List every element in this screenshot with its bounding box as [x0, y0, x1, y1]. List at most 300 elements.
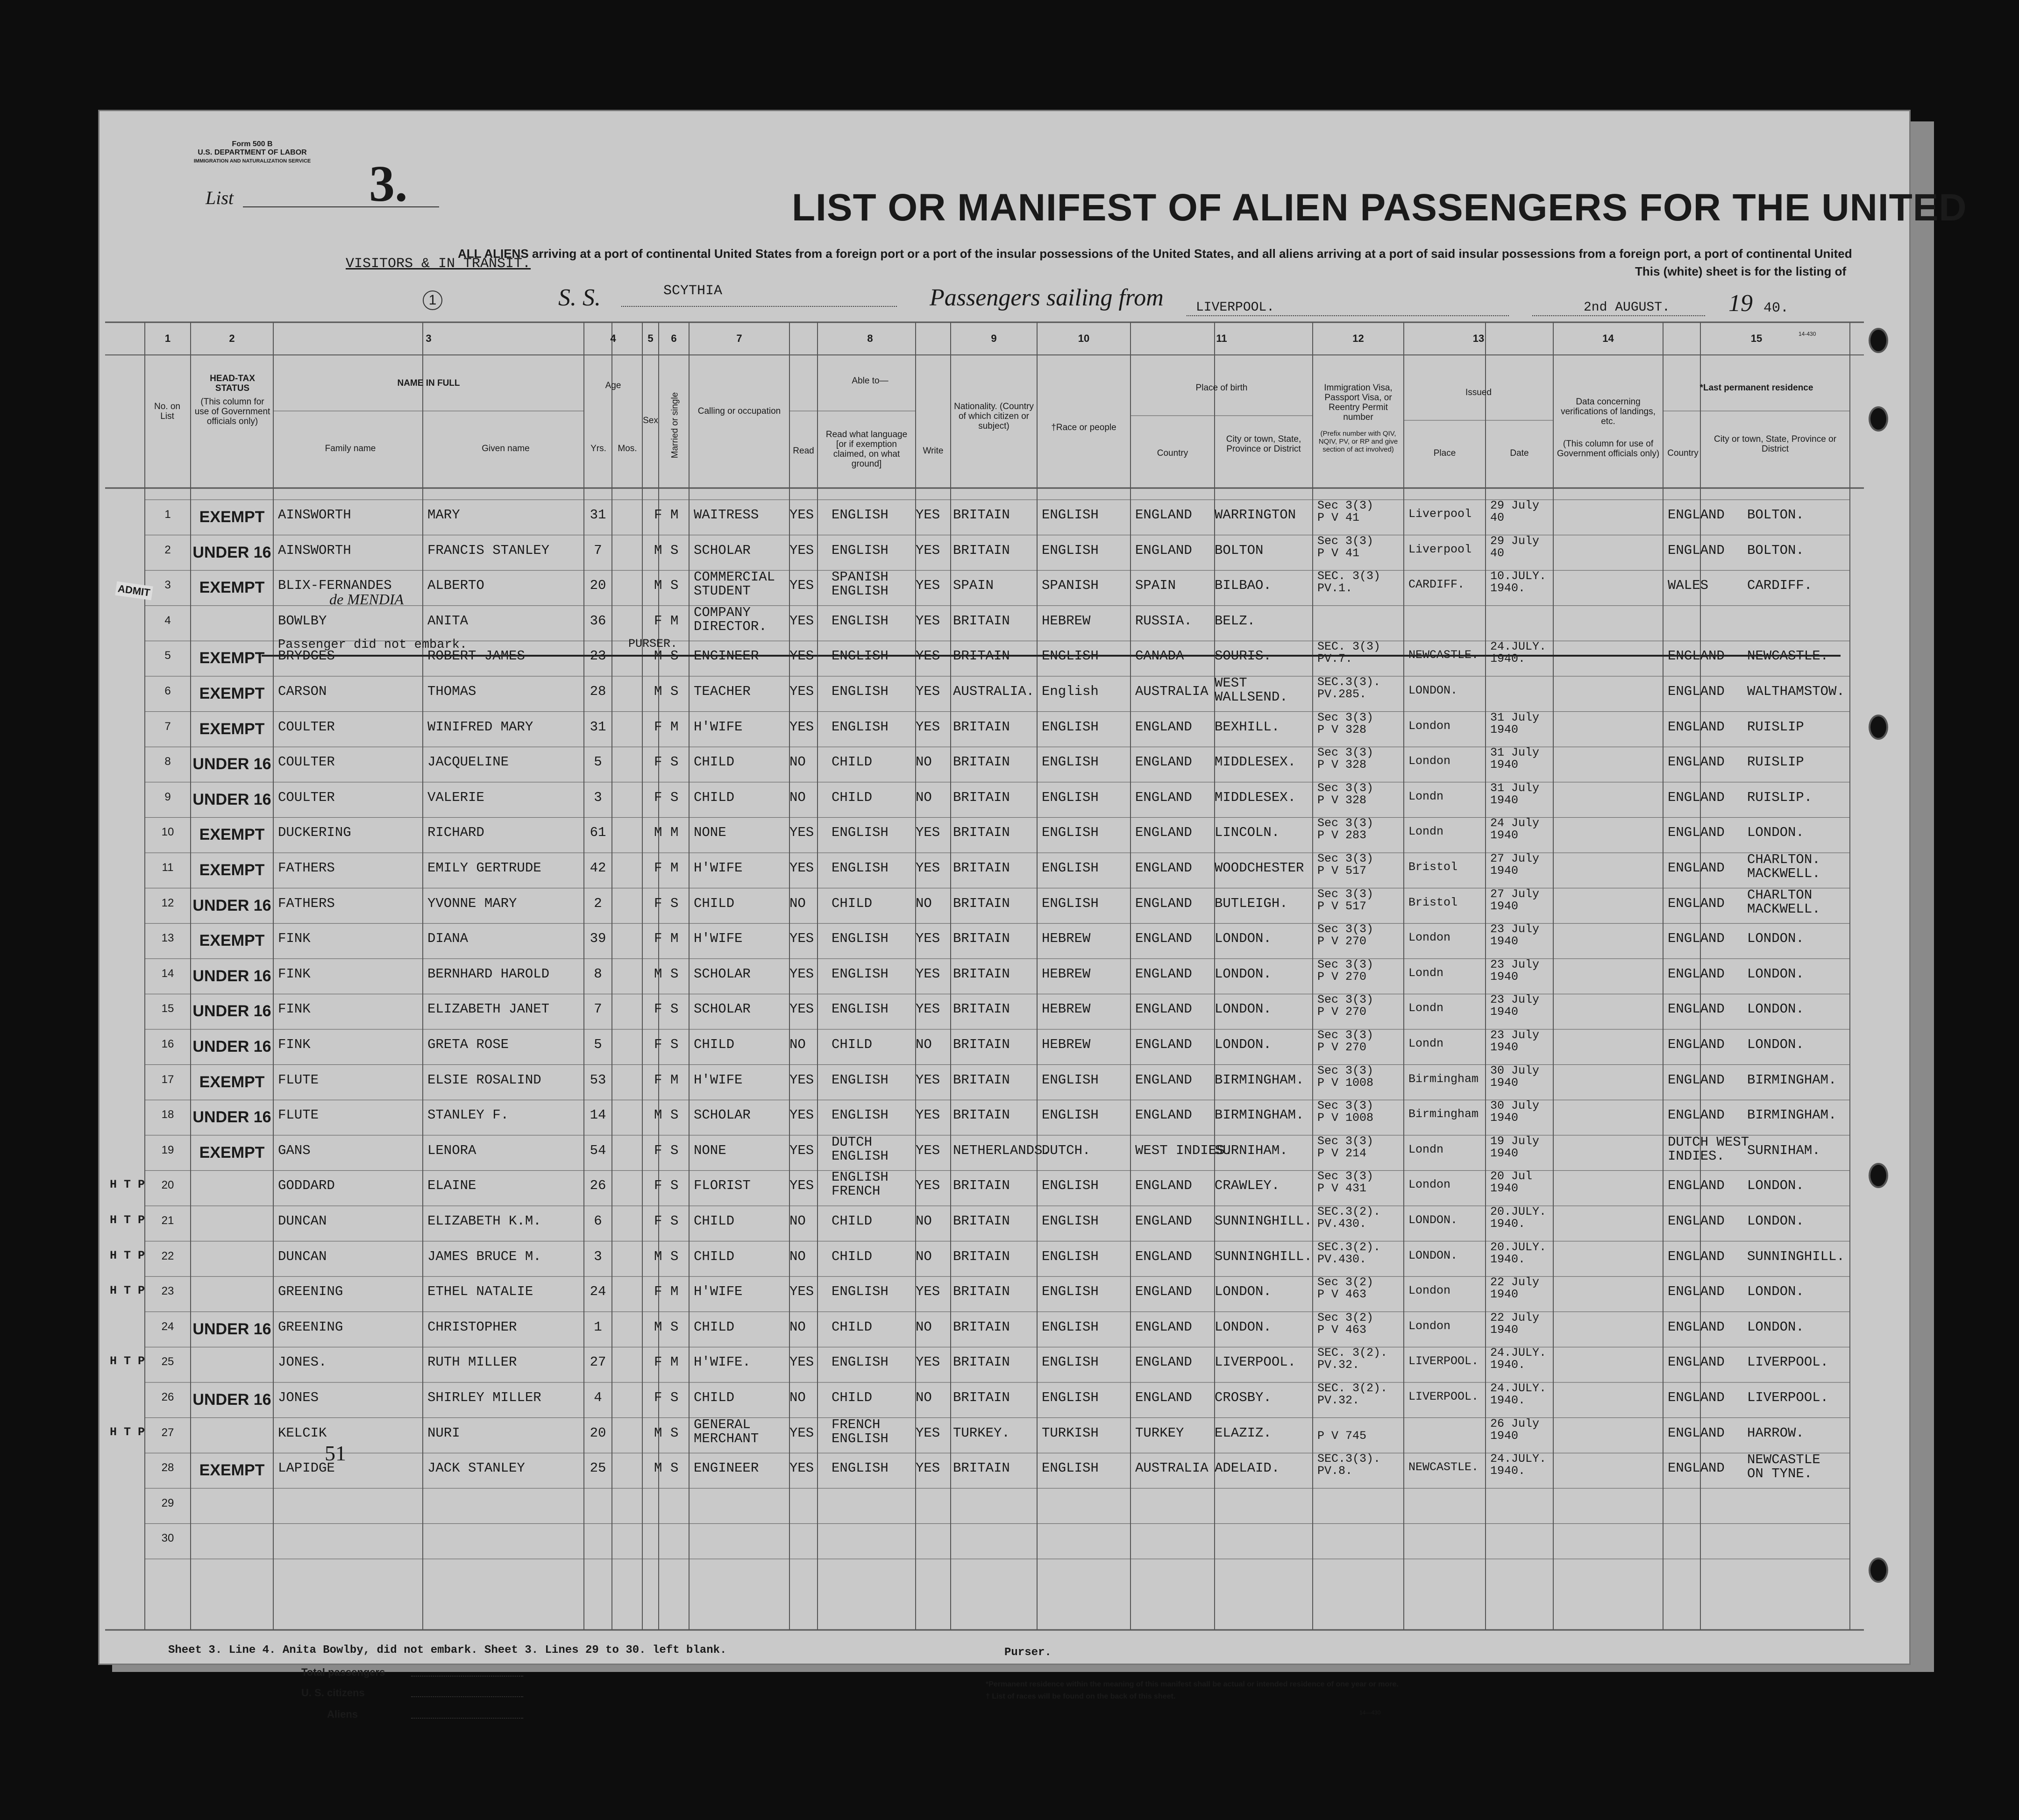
- cell-sex: F: [654, 895, 662, 911]
- cell-write: YES: [916, 966, 940, 982]
- cell-yrs: 5: [594, 1037, 602, 1052]
- cell-status: EXEMPT: [199, 932, 265, 950]
- cell-idate: 20.JULY. 1940.: [1490, 1205, 1547, 1231]
- cell-idate: 10.JULY. 1940.: [1490, 569, 1547, 595]
- cell-idate: 24.JULY. 1940.: [1490, 1381, 1547, 1407]
- cell-idate: 23 July 1940: [1490, 1028, 1540, 1054]
- cell-occ: CHILD: [694, 895, 735, 911]
- cell-lang: ENGLISH: [832, 648, 889, 664]
- cell-sex: F: [654, 1178, 662, 1194]
- us-citizens: U. S. citizens: [301, 1687, 365, 1699]
- cell-visa: Sec 3(3) P V 328: [1317, 781, 1374, 807]
- cell-idate: 23 July 1940: [1490, 957, 1540, 984]
- cell-ms: S: [670, 1248, 679, 1264]
- cell-rcountry: ENGLAND: [1668, 542, 1725, 558]
- cell-given: FRANCIS STANLEY: [427, 542, 550, 558]
- cell-rcountry: ENGLAND: [1668, 1213, 1725, 1229]
- category: VISITORS & IN TRANSIT.: [346, 256, 531, 272]
- column-number: 14: [1602, 333, 1614, 344]
- cell-lang: CHILD: [832, 1037, 873, 1052]
- cell-bcountry: CANADA: [1135, 648, 1184, 664]
- cell-bcity: CRAWLEY.: [1215, 1178, 1280, 1194]
- cell-bcountry: ENGLAND: [1135, 895, 1192, 911]
- cell-no: 14: [161, 967, 174, 980]
- cell-bcity: WEST WALLSEND.: [1215, 675, 1288, 705]
- cell-no: 12: [161, 896, 174, 909]
- cell-ms: S: [670, 1460, 679, 1476]
- cell-family: JONES: [278, 1390, 319, 1405]
- column-number: 9: [991, 333, 997, 344]
- cell-race: SPANISH: [1042, 578, 1099, 594]
- punch-hole: [1869, 406, 1888, 432]
- cell-read: YES: [789, 648, 814, 664]
- cell-write: YES: [916, 860, 940, 876]
- cell-no: 27: [161, 1426, 174, 1439]
- cell-occ: COMMERCIAL STUDENT: [694, 569, 775, 599]
- header-married: Married or single: [670, 392, 680, 459]
- cell-bcity: LONDON.: [1215, 1037, 1272, 1052]
- cell-family: DUNCAN: [278, 1248, 327, 1264]
- cell-family: GODDARD: [278, 1178, 335, 1194]
- cell-sex: M: [654, 1319, 662, 1335]
- cell-visa: Sec 3(3) P V 328: [1317, 746, 1374, 772]
- cell-race: ENGLISH: [1042, 1284, 1099, 1300]
- cell-nat: BRITAIN: [953, 1319, 1010, 1335]
- column-number: 15: [1750, 333, 1763, 344]
- cell-sex: F: [654, 1284, 662, 1300]
- cell-nat: BRITAIN: [953, 754, 1010, 770]
- column-number: 8: [867, 333, 873, 344]
- header-family-name: Family name: [325, 444, 376, 453]
- cell-read: NO: [789, 1390, 806, 1405]
- cell-race: ENGLISH: [1042, 860, 1099, 876]
- cell-lang: CHILD: [832, 1319, 873, 1335]
- form-code: 14-430: [1799, 331, 1816, 337]
- cell-bcountry: ENGLAND: [1135, 1390, 1192, 1405]
- cell-no: 26: [161, 1391, 174, 1403]
- cell-family: GREENING: [278, 1284, 343, 1300]
- cell-no: 25: [161, 1355, 174, 1368]
- cell-race: English: [1042, 684, 1099, 699]
- cell-bcountry: ENGLAND: [1135, 507, 1192, 523]
- cell-given: GRETA ROSE: [427, 1037, 509, 1052]
- cell-family: COULTER: [278, 789, 335, 805]
- cell-write: YES: [916, 1425, 940, 1441]
- cell-status: EXEMPT: [199, 649, 265, 667]
- cell-rcountry: WALES: [1668, 578, 1709, 594]
- cell-race: ENGLISH: [1042, 1107, 1099, 1123]
- cell-no: 23: [161, 1285, 174, 1298]
- cell-no: 5: [164, 649, 171, 662]
- cell-write: NO: [916, 895, 932, 911]
- cell-rcountry: ENGLAND: [1668, 1107, 1725, 1123]
- cell-status: UNDER 16: [192, 1108, 271, 1126]
- cell-status: UNDER 16: [192, 1038, 271, 1055]
- cell-bcountry: RUSSIA.: [1135, 613, 1192, 629]
- header-age: Age: [605, 381, 621, 390]
- cell-yrs: 31: [590, 719, 606, 735]
- cell-visa: Sec 3(2) P V 463: [1317, 1310, 1374, 1337]
- cell-bcity: BIRMINGHAM.: [1215, 1107, 1304, 1123]
- cell-sex: F: [654, 613, 662, 629]
- purser-label: Purser.: [1004, 1646, 1052, 1659]
- cell-family: DUNCAN: [278, 1213, 327, 1229]
- margin-51: 51: [325, 1441, 346, 1465]
- cell-bcountry: ENGLAND: [1135, 1178, 1192, 1194]
- cell-iplace: Londn: [1408, 966, 1444, 980]
- cell-read: YES: [789, 542, 814, 558]
- cell-occ: SCHOLAR: [694, 542, 751, 558]
- cell-family: DUCKERING: [278, 825, 351, 841]
- cell-write: YES: [916, 1001, 940, 1017]
- cell-rcountry: ENGLAND: [1668, 825, 1725, 841]
- cell-nat: BRITAIN: [953, 1390, 1010, 1405]
- column-number: 6: [671, 333, 677, 344]
- cell-bcity: WOODCHESTER: [1215, 860, 1304, 876]
- cell-given: RUTH MILLER: [427, 1354, 517, 1370]
- cell-yrs: 31: [590, 507, 606, 523]
- cell-rcity: LONDON.: [1747, 966, 1804, 982]
- column-number: 4: [610, 333, 616, 344]
- department: U.S. DEPARTMENT OF LABOR: [198, 149, 307, 156]
- cell-rcity: LONDON.: [1747, 825, 1804, 841]
- cell-visa: SEC.3(2). PV.430.: [1317, 1205, 1381, 1231]
- cell-bcity: SUNNINGHILL.: [1215, 1213, 1312, 1229]
- cell-family: KELCIK: [278, 1425, 327, 1441]
- cell-write: YES: [916, 1284, 940, 1300]
- cell-lang: ENGLISH: [832, 1284, 889, 1300]
- cell-occ: CHILD: [694, 789, 735, 805]
- footnote-2: † List of races will be found on the back of this sheet.: [986, 1693, 1176, 1700]
- cell-idate: 31 July 1940: [1490, 781, 1540, 807]
- ship-name: SCYTHIA: [663, 283, 723, 299]
- cell-no: 30: [161, 1532, 174, 1545]
- cell-rcountry: ENGLAND: [1668, 860, 1725, 876]
- cell-visa: Sec 3(3) P V 328: [1317, 710, 1374, 736]
- cell-read: NO: [789, 895, 806, 911]
- cell-ms: S: [670, 1037, 679, 1052]
- cell-bcity: LINCOLN.: [1215, 825, 1280, 841]
- header-no-on-list: No. on List: [154, 402, 180, 421]
- cell-rcity: CARDIFF.: [1747, 578, 1813, 594]
- cell-occ: ENGINEER: [694, 1460, 759, 1476]
- cell-ms: M: [670, 719, 679, 735]
- footnote-1: *Permanent residence within the meaning of this manifest shall be actual or intended residence of one year or more.: [986, 1680, 1399, 1688]
- cell-no: 29: [161, 1496, 174, 1509]
- cell-sex: F: [654, 860, 662, 876]
- header-read-language: Read what language [or if exemption claimed, on what ground]: [825, 430, 908, 469]
- cell-no: 11: [162, 861, 174, 874]
- htp-mark: H T P: [110, 1213, 145, 1227]
- cell-family: COULTER: [278, 754, 335, 770]
- cell-race: ENGLISH: [1042, 719, 1099, 735]
- cell-lang: CHILD: [832, 895, 873, 911]
- cell-rcity: LONDON.: [1747, 931, 1804, 947]
- cell-bcity: LONDON.: [1215, 1284, 1272, 1300]
- cell-yrs: 4: [594, 1390, 602, 1405]
- cell-write: YES: [916, 1072, 940, 1088]
- cell-family: CARSON: [278, 684, 327, 699]
- cell-idate: 31 July 1940: [1490, 746, 1540, 772]
- cell-no: 18: [161, 1108, 174, 1121]
- cell-given: ELAINE: [427, 1178, 476, 1194]
- cell-yrs: 14: [590, 1107, 606, 1123]
- cell-sex: M: [654, 1107, 662, 1123]
- cell-family: FLUTE: [278, 1072, 319, 1088]
- cell-nat: BRITAIN: [953, 789, 1010, 805]
- cell-nat: AUSTRALIA.: [953, 684, 1035, 699]
- cell-no: 8: [164, 755, 171, 768]
- cell-read: YES: [789, 931, 814, 947]
- cell-bcity: LIVERPOOL.: [1215, 1354, 1296, 1370]
- list-label: List: [206, 187, 234, 208]
- punch-hole: [1869, 1163, 1888, 1188]
- cell-occ: WAITRESS: [694, 507, 759, 523]
- cell-write: YES: [916, 1178, 940, 1194]
- column-number: 12: [1352, 333, 1364, 344]
- cell-occ: H'WIFE: [694, 1284, 743, 1300]
- cell-no: 3: [164, 579, 171, 592]
- cell-read: YES: [789, 1142, 814, 1158]
- cell-occ: CHILD: [694, 1248, 735, 1264]
- cell-ms: M: [670, 1072, 679, 1088]
- cell-yrs: 7: [594, 542, 602, 558]
- cell-sex: M: [654, 1425, 662, 1441]
- cell-read: NO: [789, 789, 806, 805]
- cell-occ: SCHOLAR: [694, 1001, 751, 1017]
- cell-bcity: BOLTON: [1215, 542, 1264, 558]
- cell-rcountry: ENGLAND: [1668, 1284, 1725, 1300]
- cell-write: YES: [916, 648, 940, 664]
- cell-read: YES: [789, 1425, 814, 1441]
- cell-nat: BRITAIN: [953, 895, 1010, 911]
- cell-bcountry: ENGLAND: [1135, 966, 1192, 982]
- cell-bcity: MIDDLESEX.: [1215, 754, 1296, 770]
- cell-ms: M: [670, 613, 679, 629]
- cell-idate: 30 July 1940: [1490, 1063, 1540, 1090]
- cell-iplace: NEWCASTLE.: [1408, 648, 1479, 662]
- cell-yrs: 20: [590, 578, 606, 594]
- header-place-of-birth: Place of birth: [1195, 383, 1248, 393]
- cell-race: ENGLISH: [1042, 1319, 1099, 1335]
- cell-bcity: ELAZIZ.: [1215, 1425, 1272, 1441]
- cell-occ: COMPANY DIRECTOR.: [694, 604, 767, 634]
- cell-idate: 29 July 40: [1490, 534, 1540, 560]
- punch-hole: [1869, 1558, 1888, 1583]
- cell-lang: ENGLISH: [832, 684, 889, 699]
- cell-write: NO: [916, 754, 932, 770]
- cell-given: DIANA: [427, 931, 469, 947]
- cell-write: NO: [916, 1248, 932, 1264]
- cell-nat: BRITAIN: [953, 966, 1010, 982]
- cell-family: GREENING: [278, 1319, 343, 1335]
- cell-sex: F: [654, 1354, 662, 1370]
- cell-family: GANS: [278, 1142, 311, 1158]
- bottom-code: 14—430: [1359, 1709, 1381, 1716]
- cell-idate: 31 July 1940: [1490, 710, 1540, 736]
- cell-occ: FLORIST: [694, 1178, 751, 1194]
- service: IMMIGRATION AND NATURALIZATION SERVICE: [193, 158, 311, 164]
- cell-write: NO: [916, 1037, 932, 1052]
- cell-bcountry: ENGLAND: [1135, 825, 1192, 841]
- cell-write: YES: [916, 825, 940, 841]
- punch-hole: [1869, 328, 1888, 353]
- cell-rcountry: ENGLAND: [1668, 895, 1725, 911]
- cell-bcountry: ENGLAND: [1135, 1284, 1192, 1300]
- cell-race: HEBREW: [1042, 966, 1091, 982]
- cell-nat: SPAIN: [953, 578, 994, 594]
- cell-given: JACQUELINE: [427, 754, 509, 770]
- cell-occ: H'WIFE: [694, 931, 743, 947]
- cell-bcountry: AUSTRALIA: [1135, 1460, 1209, 1476]
- cell-read: YES: [789, 1072, 814, 1088]
- cell-sex: F: [654, 719, 662, 735]
- cell-visa: SEC. 3(2). PV.32.: [1317, 1346, 1388, 1372]
- cell-iplace: LONDON.: [1408, 1213, 1458, 1227]
- header-birth-country: Country: [1157, 448, 1188, 458]
- total-passengers: Total passengers: [301, 1666, 385, 1678]
- row4-purser: PURSER.: [628, 637, 678, 651]
- cell-nat: BRITAIN: [953, 542, 1010, 558]
- cell-ms: M: [670, 1284, 679, 1300]
- cell-visa: Sec 3(3) P V 41: [1317, 534, 1374, 560]
- cell-rcity: CHARLTON. MACKWELL.: [1747, 852, 1820, 881]
- cell-lang: FRENCH ENGLISH: [832, 1416, 889, 1446]
- cell-yrs: 61: [590, 825, 606, 841]
- cell-family: FINK: [278, 966, 311, 982]
- cell-no: 28: [161, 1461, 174, 1474]
- cell-yrs: 5: [594, 754, 602, 770]
- cell-rcity: LONDON.: [1747, 1001, 1804, 1017]
- cell-occ: CHILD: [694, 1319, 735, 1335]
- cell-sex: M: [654, 1248, 662, 1264]
- cell-lang: CHILD: [832, 789, 873, 805]
- cell-ms: M: [670, 507, 679, 523]
- cell-yrs: 3: [594, 1248, 602, 1264]
- cell-iplace: London: [1408, 1284, 1451, 1298]
- cell-family: LAPIDGE: [278, 1460, 335, 1476]
- cell-nat: TURKEY.: [953, 1425, 1010, 1441]
- cell-yrs: 39: [590, 931, 606, 947]
- cell-ms: M: [670, 1354, 679, 1370]
- cell-visa: Sec 3(3) P V 1008: [1317, 1099, 1374, 1125]
- cell-bcountry: ENGLAND: [1135, 1072, 1192, 1088]
- cell-bcity: LONDON.: [1215, 1319, 1272, 1335]
- cell-yrs: 7: [594, 1001, 602, 1017]
- cell-lang: ENGLISH: [832, 1001, 889, 1017]
- header-name-in-full: NAME IN FULL: [397, 378, 460, 388]
- column-number: 13: [1472, 333, 1485, 344]
- cell-read: NO: [789, 1213, 806, 1229]
- year-suffix: 40.: [1763, 300, 1789, 316]
- header-head-tax: HEAD-TAX STATUS: [210, 374, 255, 393]
- cell-lang: CHILD: [832, 754, 873, 770]
- cell-bcountry: AUSTRALIA: [1135, 684, 1209, 699]
- cell-rcountry: ENGLAND: [1668, 1390, 1725, 1405]
- cell-given: VALERIE: [427, 789, 484, 805]
- header-yrs: Yrs.: [590, 444, 606, 453]
- cell-read: YES: [789, 1178, 814, 1194]
- cell-bcountry: ENGLAND: [1135, 860, 1192, 876]
- cell-sex: F: [654, 1390, 662, 1405]
- cell-given: MARY: [427, 507, 460, 523]
- column-number: 11: [1216, 333, 1227, 344]
- cell-bcountry: ENGLAND: [1135, 719, 1192, 735]
- cell-bcountry: ENGLAND: [1135, 1319, 1192, 1335]
- cell-race: HEBREW: [1042, 613, 1091, 629]
- cell-read: YES: [789, 825, 814, 841]
- cell-race: ENGLISH: [1042, 825, 1099, 841]
- cell-family: BRYDGES: [278, 648, 335, 664]
- column-number: 7: [736, 333, 742, 344]
- year-prefix: 19: [1728, 290, 1753, 317]
- htp-mark: H T P: [110, 1284, 145, 1298]
- cell-lang: ENGLISH: [832, 1460, 889, 1476]
- cell-write: YES: [916, 1142, 940, 1158]
- header-sex: Sex: [643, 416, 658, 425]
- column-number: 5: [647, 333, 654, 344]
- cell-idate: 19 July 1940: [1490, 1134, 1540, 1160]
- cell-sex: M: [654, 966, 662, 982]
- cell-given: SHIRLEY MILLER: [427, 1390, 541, 1405]
- cell-write: YES: [916, 719, 940, 735]
- cell-ms: S: [670, 648, 679, 664]
- cell-status: EXEMPT: [199, 1073, 265, 1091]
- cell-bcountry: WEST INDIES.: [1135, 1142, 1233, 1158]
- header-nationality: Nationality. (Country of which citizen or subject): [954, 402, 1034, 431]
- cell-sex: M: [654, 648, 662, 664]
- cell-yrs: 25: [590, 1460, 606, 1476]
- header-mos: Mos.: [618, 444, 637, 453]
- cell-rcity: SURNIHAM.: [1747, 1142, 1820, 1158]
- cell-no: 21: [161, 1214, 174, 1227]
- cell-nat: BRITAIN: [953, 1284, 1010, 1300]
- cell-visa: SEC.3(3). PV.8.: [1317, 1452, 1381, 1478]
- cell-visa: Sec 3(3) P V 214: [1317, 1134, 1374, 1160]
- cell-family: AINSWORTH: [278, 542, 351, 558]
- cell-rcountry: ENGLAND: [1668, 1037, 1725, 1052]
- cell-idate: 30 July 1940: [1490, 1099, 1540, 1125]
- cell-nat: NETHERLANDS.: [953, 1142, 1051, 1158]
- circled-number: 1: [423, 290, 442, 310]
- cell-lang: CHILD: [832, 1390, 873, 1405]
- cell-iplace: LONDON.: [1408, 1248, 1458, 1262]
- sailing-label: Passengers sailing from: [930, 284, 1164, 311]
- cell-idate: 24.JULY. 1940.: [1490, 1452, 1547, 1478]
- cell-ms: S: [670, 684, 679, 699]
- cell-lang: ENGLISH: [832, 542, 889, 558]
- aliens: Aliens: [327, 1708, 358, 1720]
- cell-occ: CHILD: [694, 1037, 735, 1052]
- cell-iplace: Birmingham: [1408, 1107, 1479, 1121]
- cell-read: NO: [789, 1248, 806, 1264]
- htp-mark: H T P: [110, 1425, 145, 1439]
- cell-occ: CHILD: [694, 754, 735, 770]
- cell-occ: H'WIFE: [694, 860, 743, 876]
- cell-lang: ENGLISH: [832, 825, 889, 841]
- cell-ms: S: [670, 1178, 679, 1194]
- cell-visa: SEC.3(3). PV.285.: [1317, 675, 1381, 701]
- cell-nat: BRITAIN: [953, 507, 1010, 523]
- cell-visa: Sec 3(3) P V 270: [1317, 922, 1374, 949]
- cell-read: YES: [789, 507, 814, 523]
- cell-iplace: London: [1408, 1319, 1451, 1333]
- cell-read: YES: [789, 578, 814, 594]
- cell-race: ENGLISH: [1042, 1072, 1099, 1088]
- cell-rcity: RUISLIP: [1747, 754, 1804, 770]
- cell-rcountry: ENGLAND: [1668, 966, 1725, 982]
- intro-text: ALL ALIENS arriving at a port of continental United States from a foreign port or a port of the insular possessions of the United States, and all aliens arriving at a port of said insular possessions from a foreign port, a port of continental United: [458, 247, 1852, 261]
